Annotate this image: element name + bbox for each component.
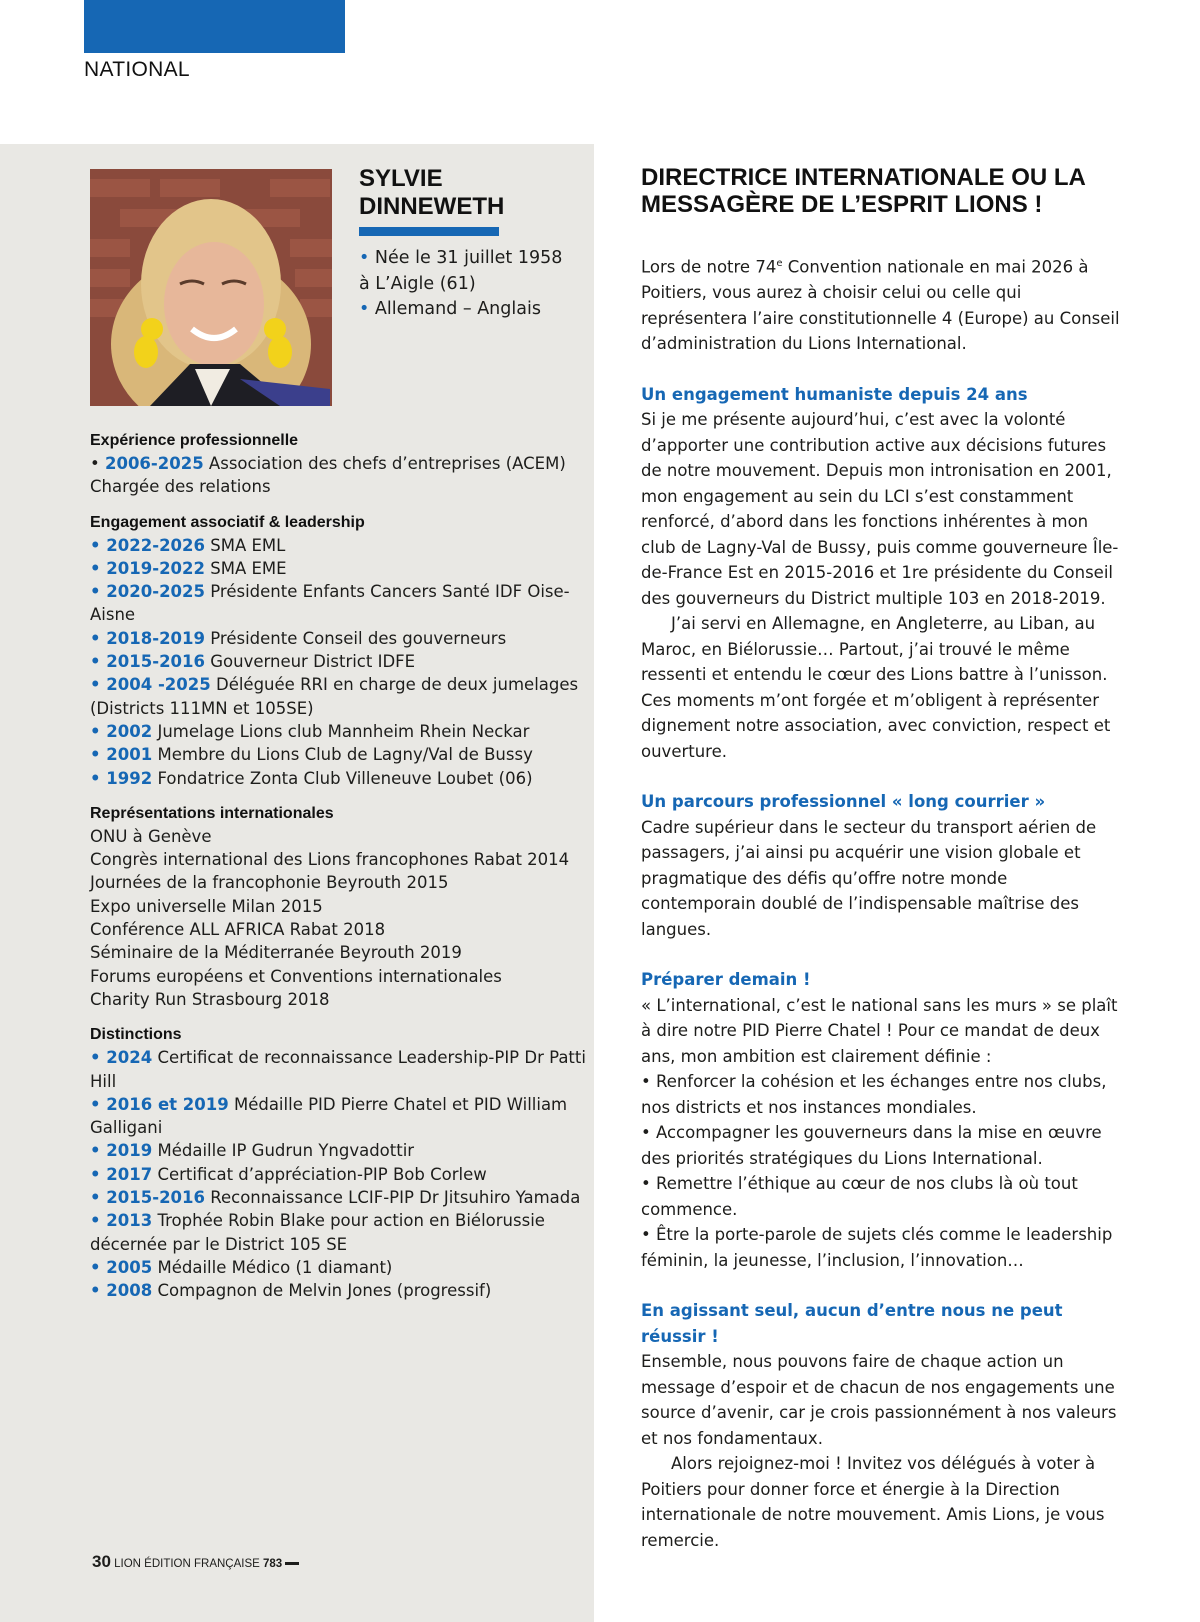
fact-languages: • Allemand – Anglais: [359, 299, 541, 319]
publication-name: LION ÉDITION FRANÇAISE: [114, 1558, 260, 1570]
article-paragraph: Ensemble, nous pouvons faire de chaque action un message d’espoir et de chacun de nos engagements une source d’avenir, car je crois passionnément à nos valeurs et nos fondamentaux.: [641, 1352, 1117, 1448]
cv-entry: • 2008 Compagnon de Melvin Jones (progressif): [90, 1281, 492, 1301]
name-first: SYLVIE: [359, 165, 443, 192]
article-paragraph: J’ai servi en Allemagne, en Angleterre, au Liban, au Maroc, en Biélorussie… Partout, j’ai trouvé le même ressenti et entendu le cœur des Lions battre à l’unisson. Ces moments m’ont forgée et m’obligent à représenter dignement notre association, avec conviction, respect et ouverture.: [641, 614, 1111, 761]
cv-entry: • 2015-2016 Gouverneur District IDFE: [90, 652, 416, 672]
cv-line: Expo universelle Milan 2015: [90, 896, 323, 916]
cv-entry: • 2018-2019 Présidente Conseil des gouverneurs: [90, 628, 507, 648]
cv-entry: • 2022-2026 SMA EML: [90, 535, 286, 555]
section-label: NATIONAL: [84, 58, 190, 81]
cv-line: Conférence ALL AFRICA Rabat 2018: [90, 920, 386, 940]
cv-international: [90, 803, 590, 1011]
candidate-name: [359, 165, 504, 221]
cv-distinctions-title: Distinctions: [90, 1026, 182, 1044]
name-last: DINNEWETH: [359, 193, 505, 220]
name-underline: [359, 227, 499, 236]
cv-experience: [90, 430, 590, 499]
portrait-photo: [90, 169, 332, 406]
cv-entry: • 1992 Fondatrice Zonta Club Villeneuve Loubet (06): [90, 768, 533, 788]
cv-distinctions: [90, 1024, 590, 1302]
section-heading: Un engagement humaniste depuis 24 ans: [641, 384, 1028, 404]
page-footer: [92, 1552, 299, 1572]
cv-entry: • 2015-2016 Reconnaissance LCIF-PIP Dr Jitsuhiro Yamada: [90, 1188, 581, 1208]
cv-line: Congrès international des Lions francophones Rabat 2014: [90, 850, 570, 870]
cv-entry: • 2013 Trophée Robin Blake pour action en Biélorussie décernée par le District 105 SE: [90, 1211, 545, 1254]
cv-line: ONU à Genève: [90, 826, 212, 846]
personal-facts: [359, 246, 579, 323]
cv-entry: • 2005 Médaille Médico (1 diamant): [90, 1257, 393, 1277]
cv-experience-title: Expérience professionnelle: [90, 432, 299, 449]
fact-birthplace: à L’Aigle (61): [359, 273, 476, 294]
article-paragraph: « L’international, c’est le national sans les murs » se plaît à dire notre PID Pierre Chatel ! Pour ce mandat de deux ans, mon ambition est clairement définie :: [641, 995, 1118, 1066]
section-heading: Un parcours professionnel « long courrier »: [641, 792, 1046, 811]
article-headline: DIRECTRICE INTERNATIONALE OU LA MESSAGÈRE DE L’ESPRIT LIONS !: [641, 164, 1085, 218]
cv-entry: • 2020-2025 Présidente Enfants Cancers Santé IDF Oise-Aisne: [90, 582, 570, 625]
cv-line: Charity Run Strasbourg 2018: [90, 989, 330, 1009]
article-paragraph: Alors rejoignez-moi ! Invitez vos délégués à voter à Poitiers pour donner force et énergie à la Direction internationale de notre mouvement. Amis Lions, je vous remercie.: [641, 1454, 1105, 1550]
cv-international-title: Représentations internationales: [90, 804, 334, 822]
article-paragraph: Si je me présente aujourd’hui, c’est avec la volonté d’apporter une contribution active aux décisions futures de notre mouvement. Depuis mon intronisation en 2001, mon engagement au sein du LCI s’est constamment renforcé, d’abord dans les fonctions inhérentes à mon club de Lagny-Val de Bussy, puis comme gouverneure Île-de-France Est en 2015-2016 et 1re présidente du Conseil des gouverneurs du District multiple 103 en 2018-2019.: [641, 410, 1119, 608]
cv-entry: • 2024 Certificat de reconnaissance Leadership-PIP Dr Patti Hill: [90, 1048, 586, 1091]
article-bullet: • Renforcer la cohésion et les échanges entre nos clubs, nos districts et nos instances mondiales.: [641, 1072, 1107, 1117]
article-bullet: • Accompagner les gouverneurs dans la mise en œuvre des priorités stratégiques du Lions International.: [641, 1123, 1102, 1168]
article-column: [641, 164, 1121, 1553]
fact-birth: • Née le 31 juillet 1958: [359, 248, 563, 268]
cv-entry: • 2019-2022 SMA EME: [90, 558, 287, 578]
article-intro: Lors de notre 74e Convention nationale en mai 2026 à Poitiers, vous aurez à choisir celui ou celle qui représentera l’aire constitutionnelle 4 (Europe) au Conseil d’administration du Lions International.: [641, 257, 1120, 353]
section-heading: En agissant seul, aucun d’entre nous ne peut réussir !: [641, 1301, 1063, 1346]
cv-entry: • 2001 Membre du Lions Club de Lagny/Val de Bussy: [90, 745, 533, 765]
cv-engagement-title: Engagement associatif & leadership: [90, 513, 365, 531]
article-paragraph: Cadre supérieur dans le secteur du transport aérien de passagers, j’ai ainsi pu acquérir une vision globale et pragmatique des défis qu’offre notre monde contemporain doublé de l’indispensable maîtrise des langues.: [641, 817, 1097, 939]
article-bullet: • Être la porte-parole de sujets clés comme le leadership féminin, la jeunesse, l’inclusion, l’innovation…: [641, 1225, 1113, 1270]
page-number: 30: [92, 1552, 111, 1571]
issue-number: 783: [263, 1558, 283, 1570]
cv-entry: • 2017 Certificat d’appréciation-PIP Bob Corlew: [90, 1164, 487, 1184]
cv-entry: • 2002 Jumelage Lions club Mannheim Rhein Neckar: [90, 721, 530, 741]
cv-line: Forums européens et Conventions internationales: [90, 966, 502, 986]
article-bullet: • Remettre l’éthique au cœur de nos clubs là où tout commence.: [641, 1174, 1078, 1219]
cv-entry: • 2019 Médaille IP Gudrun Yngvadottir: [90, 1141, 415, 1161]
cv-entry: • 2016 et 2019 Médaille PID Pierre Chatel et PID William Galligani: [90, 1094, 568, 1138]
top-color-bar: [84, 0, 345, 53]
cv-entry: • 2006-2025 Association des chefs d’entreprises (ACEM) Chargée des relations: [90, 454, 566, 497]
cv-column: [90, 430, 590, 1316]
cv-line: Séminaire de la Méditerranée Beyrouth 2019: [90, 943, 462, 963]
cv-line: Journées de la francophonie Beyrouth 2015: [90, 873, 449, 893]
footer-dash: [285, 1562, 299, 1565]
section-heading: Préparer demain !: [641, 970, 811, 989]
cv-entry: • 2004 -2025 Déléguée RRI en charge de deux jumelages (Districts 111MN et 105SE): [90, 675, 579, 718]
cv-engagement: [90, 512, 590, 790]
